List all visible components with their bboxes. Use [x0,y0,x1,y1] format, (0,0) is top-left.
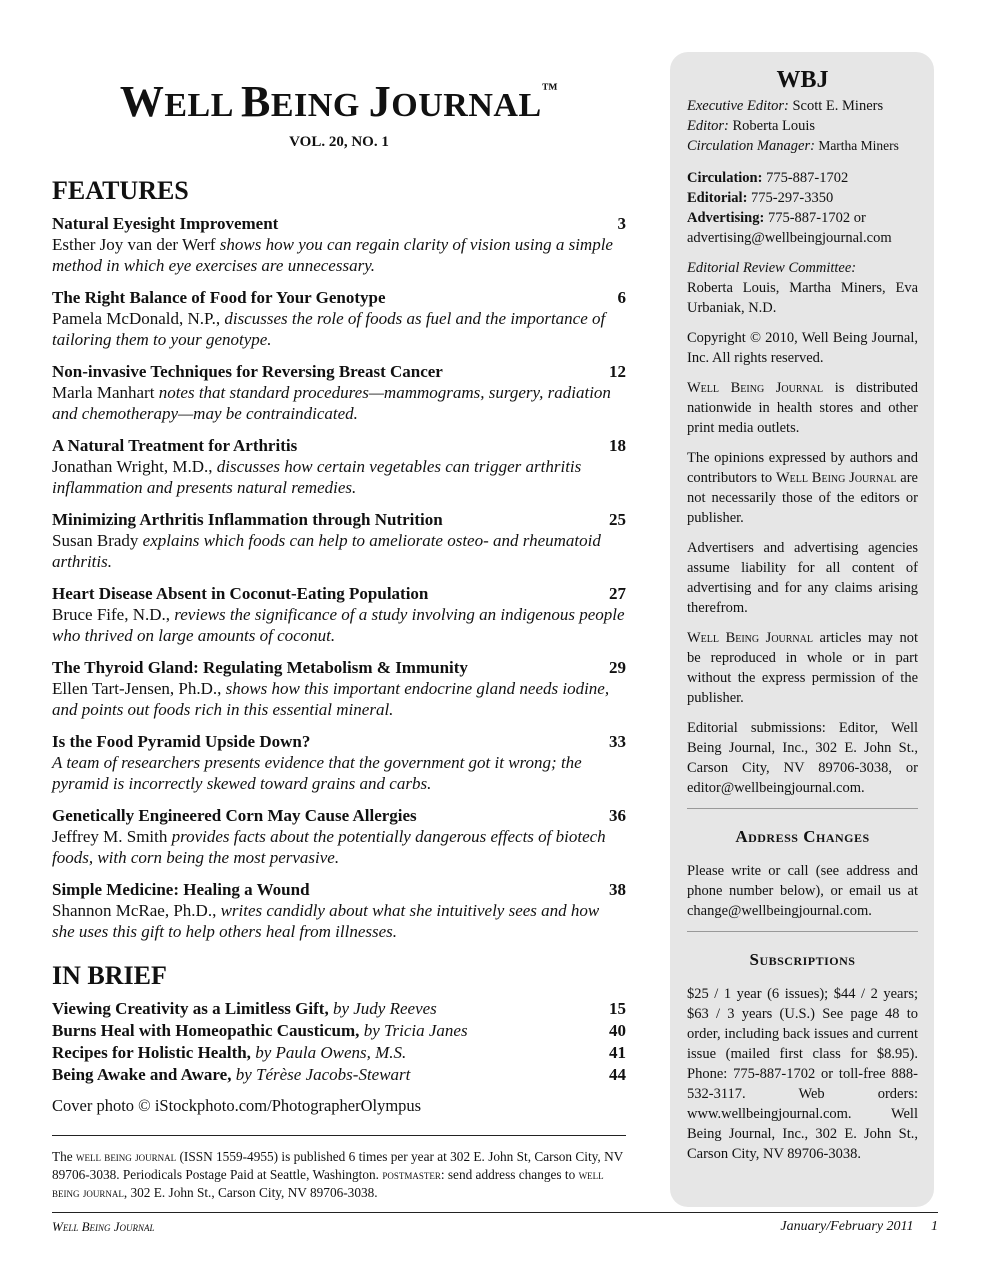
brief-title: Recipes for Holistic Health, [52,1043,251,1063]
copyright-notice: Copyright © 2010, Well Being Journal, Inc. All rights reserved. [687,330,918,366]
feature-entry [52,288,626,350]
feature-description: discusses how certain vegetables can trigger arthritis inflammation and presents natural remedies. [52,456,582,497]
features-list [52,214,626,942]
feature-description: shows how you can regain clarity of vision using a simple method in which eye exercises are unnecessary. [52,234,613,275]
brief-entry [52,1064,626,1086]
feature-title: Minimizing Arthritis Inflammation through Nutrition [52,509,443,529]
brief-page-number: 40 [609,1021,626,1041]
brief-entry [52,1020,626,1042]
feature-author: Pamela McDonald, N.P., [52,308,221,328]
masthead-title: WELL BEING JOURNAL™ [119,77,559,126]
feature-description: explains which foods can help to ameliorate osteo- and rheumatoid arthritis. [52,530,601,571]
brief-page-number: 44 [609,1065,626,1085]
footer-journal-name: Well Being Journal [52,1219,155,1234]
review-committee: Editorial Review Committee: Roberta Louis, Martha Miners, Eva Urbaniak, N.D. [687,260,918,316]
feature-page-number: 6 [617,287,626,307]
trademark-symbol: ™ [541,81,559,98]
reproduction-notice: Well Being Journal articles may not be reproduced in whole or in part without the express permission of the publisher. [687,630,919,706]
distribution-notice: Well Being Journal is distributed nationwide in health stores and other print media outlets. [687,380,918,436]
feature-description: reviews the significance of a study involving an indigenous people who thrived on large amounts of coconut. [52,604,625,645]
feature-entry [52,214,626,276]
contents-column [52,77,626,1116]
feature-title: Genetically Engineered Corn May Cause Allergies [52,805,417,825]
feature-description: provides facts about the potentially dangerous effects of biotech foods, with corn being the most pervasive. [52,826,606,867]
feature-description: discusses the role of foods as fuel and the importance of tailoring them to your genotype. [52,308,606,349]
feature-author: Jeffrey M. Smith [52,826,168,846]
cover-photo-credit: Cover photo © iStockphoto.com/PhotographerOlympus [52,1096,422,1116]
staff-list: Executive Editor: Scott E. Miners Editor: Roberta Louis Circulation Manager: Martha Miners [687,98,899,154]
feature-title: Heart Disease Absent in Coconut-Eating Population [52,583,429,603]
brief-title: Viewing Creativity as a Limitless Gift, [52,999,329,1019]
address-changes-text: Please write or call (see address and phone number below), or email us at change@wellbeingjournal.com. [687,863,918,919]
in-brief-heading: IN BRIEF [52,960,167,990]
feature-entry [52,584,626,646]
feature-description: A team of researchers presents evidence that the government got it wrong; the pyramid is incorrectly skewed toward grains and carbs. [52,752,582,793]
page-footer [52,1212,938,1235]
feature-title: Natural Eyesight Improvement [52,213,279,233]
feature-page-number: 25 [609,509,626,529]
volume-number: VOL. 20, NO. 1 [289,134,389,150]
feature-page-number: 12 [609,361,626,381]
feature-description: shows how this important endocrine gland needs iodine, and points out foods rich in this essential mineral. [52,678,610,719]
feature-page-number: 3 [617,213,626,233]
feature-title: The Right Balance of Food for Your Genotype [52,287,386,307]
feature-entry [52,658,626,720]
brief-author: by Tricia Janes [359,1021,468,1041]
brief-title: Burns Heal with Homeopathic Causticum, [52,1021,360,1041]
brief-author: by Térèse Jacobs-Stewart [231,1065,411,1085]
feature-author: Bruce Fife, N.D., [52,604,171,624]
brief-entry [52,1042,626,1064]
footer-page-number: 1 [931,1219,938,1234]
feature-title: The Thyroid Gland: Regulating Metabolism & Immunity [52,657,468,677]
feature-page-number: 36 [609,805,626,825]
in-brief-list [52,998,626,1086]
feature-title: Simple Medicine: Healing a Wound [52,879,310,899]
feature-title: Non-invasive Techniques for Reversing Breast Cancer [52,361,443,381]
sidebar-divider [687,808,918,809]
brief-entry [52,998,626,1020]
sidebar-title: WBJ [776,67,829,93]
brief-page-number: 41 [609,1043,626,1063]
feature-entry [52,510,626,572]
feature-entry [52,806,626,868]
sidebar-divider [687,931,918,932]
feature-description: writes candidly about what she intuitively sees and how she uses this gift to help others heal from illnesses. [52,900,600,941]
footer-issue-date: January/February 2011 [780,1219,914,1234]
feature-author: Esther Joy van der Werf [52,234,216,254]
brief-title: Being Awake and Aware, [52,1065,232,1085]
feature-title: A Natural Treatment for Arthritis [52,435,298,455]
feature-author: Shannon McRae, Ph.D., [52,900,217,920]
feature-author: Susan Brady [52,530,139,550]
feature-title: Is the Food Pyramid Upside Down? [52,731,311,751]
contact-numbers: Circulation: 775-887-1702 Editorial: 775-297-3350 Advertising: 775-887-1702 or advertising@wellbeingjournal.com [687,170,892,246]
feature-entry [52,732,626,794]
feature-page-number: 29 [609,657,626,677]
feature-entry [52,362,626,424]
opinions-disclaimer: The opinions expressed by authors and contributors to Well Being Journal are not necessarily those of the editors or publisher. [687,450,918,526]
features-heading: FEATURES [52,176,189,205]
feature-entry [52,436,626,498]
feature-author: Jonathan Wright, M.D., [52,456,213,476]
postal-statement: The well being journal (ISSN 1559-4955) is published 6 times per year at 302 E. John St, Carson City, NV 89706-3038. Periodicals Postage Paid at Seattle, Washington. postmaster: send address changes to well being journal, 302 E. John St., Carson City, NV 89706-3038. [52,1135,626,1202]
feature-author: Ellen Tart-Jensen, Ph.D., [52,678,222,698]
feature-description: notes that standard procedures—mammograms, surgery, radiation and chemotherapy—may be contraindicated. [52,382,611,423]
editorial-submissions: Editorial submissions: Editor, Well Being Journal, Inc., 302 E. John St., Carson City, NV 89706-3038, or editor@wellbeingjournal.com. [687,720,918,796]
feature-page-number: 27 [609,583,626,603]
brief-author: by Paula Owens, M.S. [250,1043,407,1063]
advertisers-liability: Advertisers and advertising agencies assume liability for all content of advertising and for any claims arising therefrom. [687,540,918,616]
feature-author: Marla Manhart [52,382,155,402]
feature-entry [52,880,626,942]
feature-page-number: 18 [609,435,626,455]
brief-page-number: 15 [609,999,626,1019]
subscriptions-text: $25 / 1 year (6 issues); $44 / 2 years; $63 / 3 years (U.S.) See page 48 to order, including back issues and current issue (mailed first class for $8.95). Phone: 775-887-1702 or toll-free 888-532-3117. Web orders: www.wellbeingjournal.com. Well Being Journal, Inc., 302 E. John St., Carson City, NV 89706-3038. [687,986,918,1162]
feature-page-number: 33 [609,731,626,751]
feature-page-number: 38 [609,879,626,899]
brief-author: by Judy Reeves [328,999,437,1019]
subscriptions-heading: Subscriptions [749,950,856,969]
masthead-sidebar [670,52,934,1207]
address-changes-heading: Address Changes [735,827,870,846]
